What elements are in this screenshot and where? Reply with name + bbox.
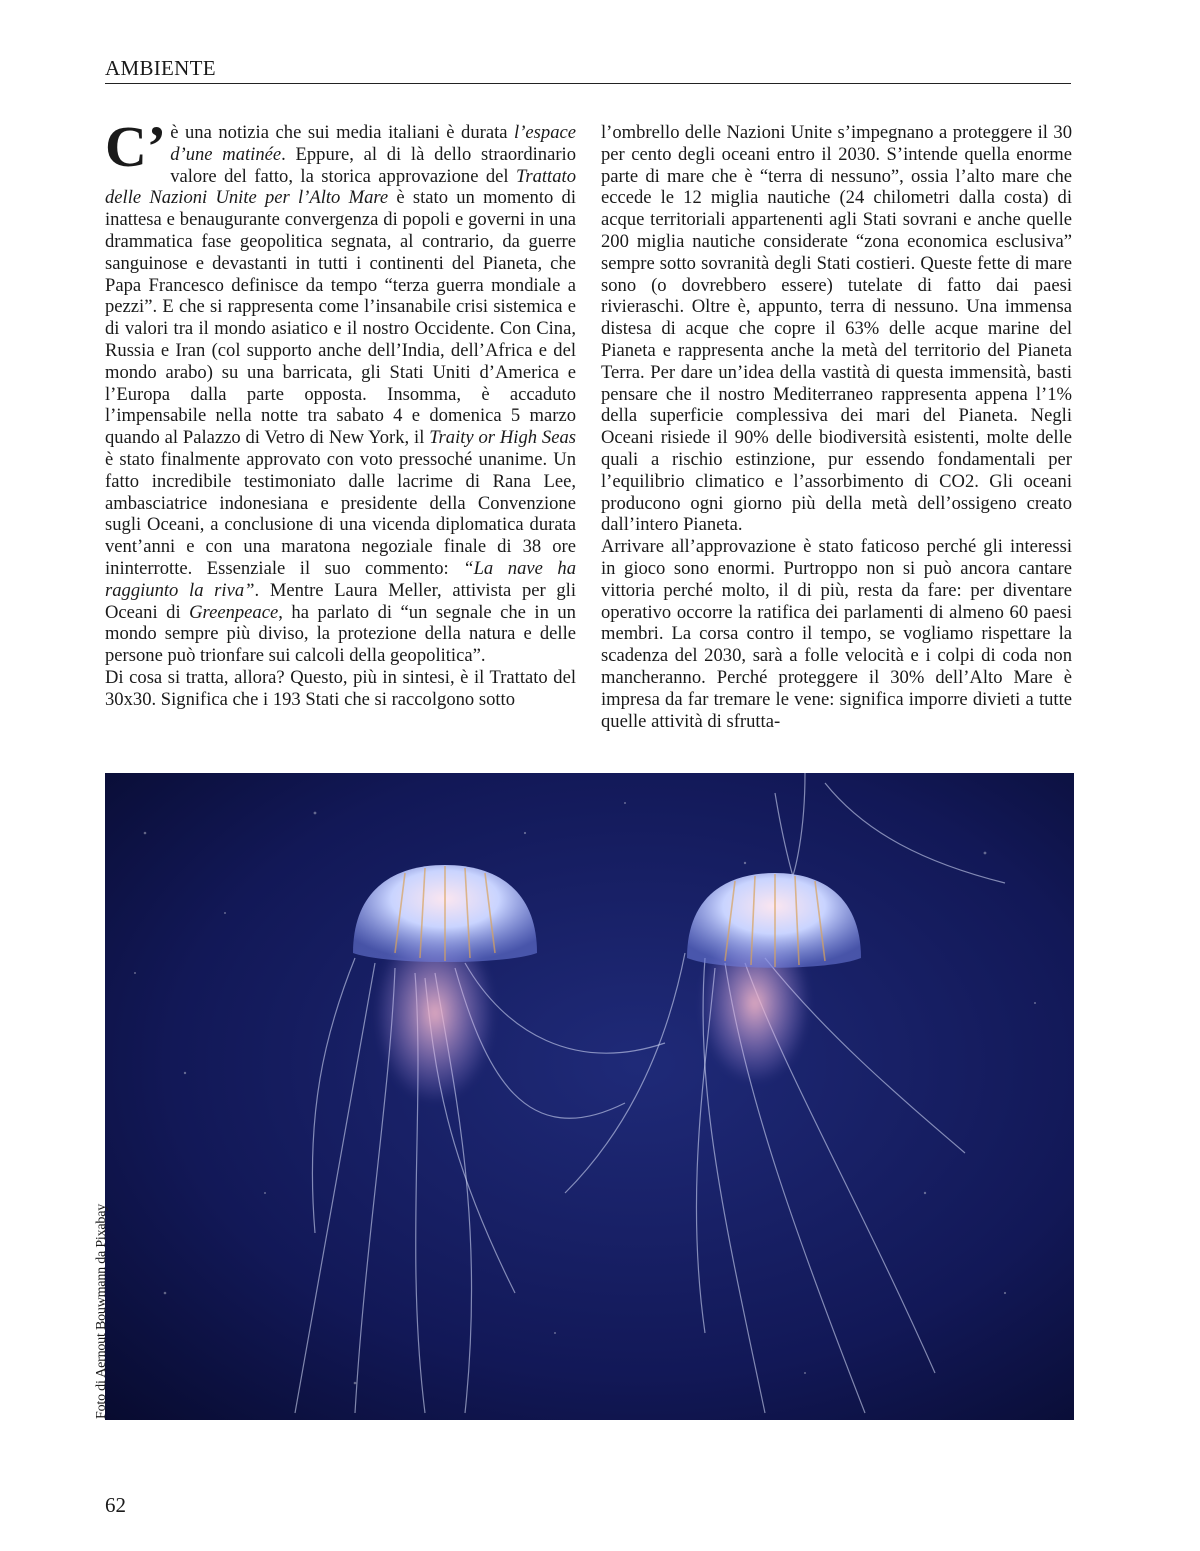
italic-text: l’espace d’une matinée [170,122,576,165]
page-number: 62 [105,1493,126,1517]
italic-text: “La nave ha raggiunto la riva” [105,557,576,601]
text-run: è stato un momento di inattesa e benaugurante convergenza di popoli e governi in una drammatica fase geopolitica segnata, al contrario, da guerre sanguinose e devastanti in tutti i continenti del Pianeta, che Papa Francesco definisce da tempo “terza guerra mondiale a pezzi”. E che si rappresenta come l’insanabile crisi sistemica e di valori tra il mondo asiatico e il nostro Occidente. Con Cina, Russia e Iran (col supporto anche dell’India, dell’Africa e del mondo arabo) su una barricata, gli Stati Uniti d’America e l’Europa dalla parte opposta. Insomma, è accaduto l’impensabile nella notte tra sabato 4 e domenica 5 marzo quando al Palazzo di Vetro di New York, il [105,187,577,449]
text-run: Di cosa si tratta, allora? Questo, più in sintesi, è il Trattato del 30x30. Significa che i 193 Stati che si raccolgono sotto [105,666,576,710]
left-column-text [105,114,577,711]
text-run: l’ombrello delle Nazioni Unite s’impegnano a proteggere il 30 per cento degli oceani entro il 2030. S’intende quella enorme parte di mare che è “terra di nessuno”, ossia l’alto mare che eccede le 12 miglia nautiche (24 chilometri dalla costa) di acque territoriali appartenenti agli Stati sovrani e anche quelle 200 miglia nautiche considerate “zona economica esclusiva” sempre sotto sovranità degli Stati costieri. Queste fette di mare sono (o dovrebbero essere) tutelate di fatto dai paesi rivieraschi. Oltre è, appunto, terra di nessuno. Una immensa distesa di acque che copre il 63% delle acque marine del Pianeta e rappresenta anche la metà del territorio del Pianeta Terra. Per dare un’idea della vastità di questa immensità, basti pensare che il nostro Mediterraneo rappresenta appena l’1% della superficie complessiva dei mari del Pianeta. Negli Oceani risiede il 90% delle biodiversità esistenti, molte delle quali a rischio estinzione, pur essendo fondamentali per l’equilibrio climatico e l’assorbimento di CO2. Gli oceani producono ogni giorno più della metà dell’ossigeno creato dall’intero Pianeta. [601,122,1072,536]
article-column-left [105,114,577,711]
text-run: , ha parlato di “un segnale che in un mondo sempre più diviso, la protezione della natura e delle persone può trionfare sui calcoli della geopolitica”. [105,601,576,667]
right-column-text [601,122,1072,732]
jellyfish-photo [105,773,1074,1420]
italic-text: Trattato delle Nazioni Unite per l’Alto Mare [105,165,576,209]
text-run: . Eppure, al di là dello straordinario valore del fatto, la storica approvazione del [170,143,576,187]
article-column-right [601,122,1072,732]
article-paragraph [601,122,1072,536]
drop-cap: C’ [105,114,167,179]
text-run: è stato finalmente approvato con voto pressoché unanime. Un fatto incredibile testimoniato dalle lacrime di Rana Lee, ambasciatrice indonesiana e presidente della Convenzione sugli Oceani, a conclusione di una vicenda diplomatica durata vent’anni e con una maratona negoziale finale di 38 ore ininterrotte. Essenziale il suo commento: [105,448,576,579]
section-header: AMBIENTE [105,56,216,80]
header-rule [105,83,1071,84]
italic-text: Traity or High Seas [429,427,576,449]
article-paragraph [105,114,577,667]
text-run: . Mentre Laura Meller, attivista per gli Oceani di [105,579,576,623]
article-paragraph [601,536,1072,732]
italic-text: Greenpeace [189,601,279,623]
text-run: Arrivare all’approvazione è stato faticoso perché gli interessi in gioco sono enormi. Purtroppo non si può ancora cantare vittoria perché molto, il di più, resta da fare: per diventare operativo occorre la ratifica dei parlamenti di almeno 60 paesi membri. La corsa contro il tempo, se vogliamo rispettare la scadenza del 2030, sarà a folle velocità e i colpi di coda non mancheranno. Perché proteggere il 30% dell’Alto Mare è impresa da far tremare le vene: significa imporre divieti a tutte quelle attività di sfrutta- [601,536,1072,732]
photo-credit: Foto di Aernout Bouwmann da Pixabay [94,1203,109,1419]
article-paragraph [105,667,576,711]
text-run: è una notizia che sui media italiani è durata [170,122,515,143]
